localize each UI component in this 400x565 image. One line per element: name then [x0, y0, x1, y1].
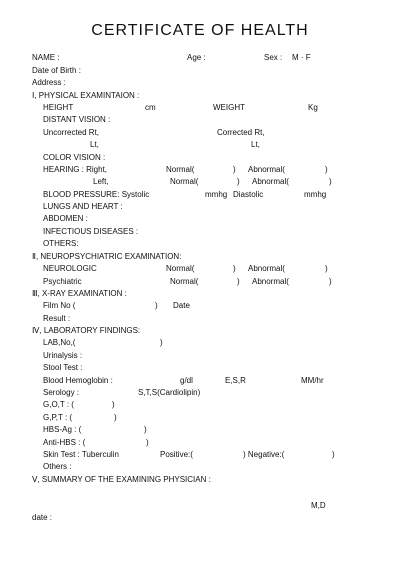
field-part: E,S,R: [225, 376, 246, 385]
form-line: [0, 387, 400, 399]
field-label: Ⅱ, NEUROPSYCHIATRIC EXAMINATION:: [32, 252, 182, 261]
form-line: [0, 362, 400, 374]
field-label: Serology :: [43, 388, 80, 397]
field-part: mmhg: [304, 190, 327, 199]
field-part: ): [332, 450, 335, 459]
form-line: [0, 164, 400, 176]
field-label: Left,: [93, 177, 109, 186]
form-line: [0, 152, 400, 164]
field-part: S,T,S(Cardiolipin): [138, 388, 201, 397]
field-label: Lt,: [90, 140, 99, 149]
form-line: [0, 139, 400, 151]
field-part: ): [112, 400, 115, 409]
field-label: HBS-Ag : (: [43, 425, 82, 434]
field-part: Age :: [187, 53, 206, 62]
form-line: [0, 461, 400, 473]
field-part: Sex :: [264, 53, 283, 62]
form-line: [0, 276, 400, 288]
field-part: WEIGHT: [213, 103, 245, 112]
form-line: [0, 213, 400, 225]
field-part: ): [160, 338, 163, 347]
field-part: ): [233, 264, 236, 273]
field-part: Date: [173, 301, 190, 310]
field-label: HEIGHT: [43, 103, 74, 112]
field-label: LUNGS AND HEART :: [43, 202, 123, 211]
form-line: [0, 226, 400, 238]
field-part: Abnormal(: [252, 277, 289, 286]
field-label: Ⅴ, SUMMARY OF THE EXAMINING PHYSICIAN :: [32, 475, 211, 484]
form-line: [0, 337, 400, 349]
form-line: [0, 449, 400, 461]
form-line: [0, 375, 400, 387]
field-part: ): [237, 177, 240, 186]
form-line: [0, 127, 400, 139]
field-label: Ⅲ, X-RAY EXAMINATION :: [32, 289, 127, 298]
field-label: HEARING : Right,: [43, 165, 108, 174]
form-line: [0, 263, 400, 275]
field-label: Urinalysis :: [43, 351, 83, 360]
field-part: Normal(: [166, 165, 195, 174]
form-line: [0, 424, 400, 436]
field-part: Positive:(: [160, 450, 193, 459]
field-part: Normal(: [170, 177, 199, 186]
form-line: [0, 288, 400, 300]
field-label: G,P,T : (: [43, 413, 73, 422]
field-part: Normal(: [166, 264, 195, 273]
field-label: Address :: [32, 78, 66, 87]
form-line: [0, 399, 400, 411]
field-label: Date of Birth :: [32, 66, 81, 75]
field-part: ): [237, 277, 240, 286]
field-label: Skin Test : Tuberculin: [43, 450, 119, 459]
field-part: MM/hr: [301, 376, 324, 385]
field-part: ): [329, 177, 332, 186]
field-part: ): [155, 301, 158, 310]
field-label: NAME :: [32, 53, 60, 62]
form-line: [0, 65, 400, 77]
field-label: Film No (: [43, 301, 76, 310]
field-part: cm: [145, 103, 156, 112]
field-label: LAB,No,(: [43, 338, 76, 347]
field-label: G,O,T : (: [43, 400, 74, 409]
form-line: [0, 313, 400, 325]
field-part: ): [114, 413, 117, 422]
field-label: ABDOMEN :: [43, 214, 88, 223]
field-part: Lt,: [251, 140, 260, 149]
form-line: [0, 52, 400, 64]
form-line: [0, 102, 400, 114]
form-line: [0, 350, 400, 362]
field-part: Normal(: [170, 277, 199, 286]
form-line: [0, 500, 400, 512]
field-part: Corrected Rt,: [217, 128, 265, 137]
field-part: g/dl: [180, 376, 193, 385]
field-part: ): [233, 165, 236, 174]
field-label: DISTANT VISION :: [43, 115, 111, 124]
field-label: Ⅰ, PHYSICAL EXAMINTAION :: [32, 91, 140, 100]
field-label: Ⅳ, LABORATORY FINDINGS:: [32, 326, 141, 335]
form-line: [0, 474, 400, 486]
field-label: BLOOD PRESSURE: Systolic: [43, 190, 150, 199]
field-label: INFECTIOUS DISEASES :: [43, 227, 139, 236]
field-part: M · F: [292, 53, 311, 62]
field-label: Uncorrected Rt,: [43, 128, 100, 137]
form-line: [0, 251, 400, 263]
field-part: ) Negative:(: [243, 450, 285, 459]
form-line: [0, 201, 400, 213]
form-line: [0, 512, 400, 524]
field-part: Abnormal(: [248, 165, 285, 174]
form-line: [0, 176, 400, 188]
field-label: NEUROLOGIC: [43, 264, 97, 273]
field-part: mmhg: [205, 190, 228, 199]
field-label: Stool Test :: [43, 363, 83, 372]
field-part: Kg: [308, 103, 318, 112]
field-label: M,D: [311, 501, 326, 510]
form-line: [0, 90, 400, 102]
field-label: OTHERS:: [43, 239, 79, 248]
field-part: Diastolic: [233, 190, 264, 199]
field-label: COLOR VISION :: [43, 153, 106, 162]
form-line: [0, 77, 400, 89]
certificate-title: CERTIFICATE OF HEALTH: [91, 22, 309, 39]
field-label: Result :: [43, 314, 71, 323]
field-part: Abnormal(: [252, 177, 289, 186]
form-line: [0, 437, 400, 449]
form-line: [0, 189, 400, 201]
field-label: Psychiatric: [43, 277, 82, 286]
form-line: [0, 300, 400, 312]
form-line: [0, 114, 400, 126]
field-part: ): [325, 165, 328, 174]
field-label: date :: [32, 513, 53, 522]
field-label: Others :: [43, 462, 72, 471]
form-line: [0, 325, 400, 337]
form-line: [0, 412, 400, 424]
field-part: ): [325, 264, 328, 273]
field-part: ): [329, 277, 332, 286]
field-label: Anti-HBS : (: [43, 438, 86, 447]
field-part: ): [146, 438, 149, 447]
field-part: ): [144, 425, 147, 434]
field-label: Blood Hemoglobin :: [43, 376, 113, 385]
field-part: Abnormal(: [248, 264, 285, 273]
form-line: [0, 238, 400, 250]
